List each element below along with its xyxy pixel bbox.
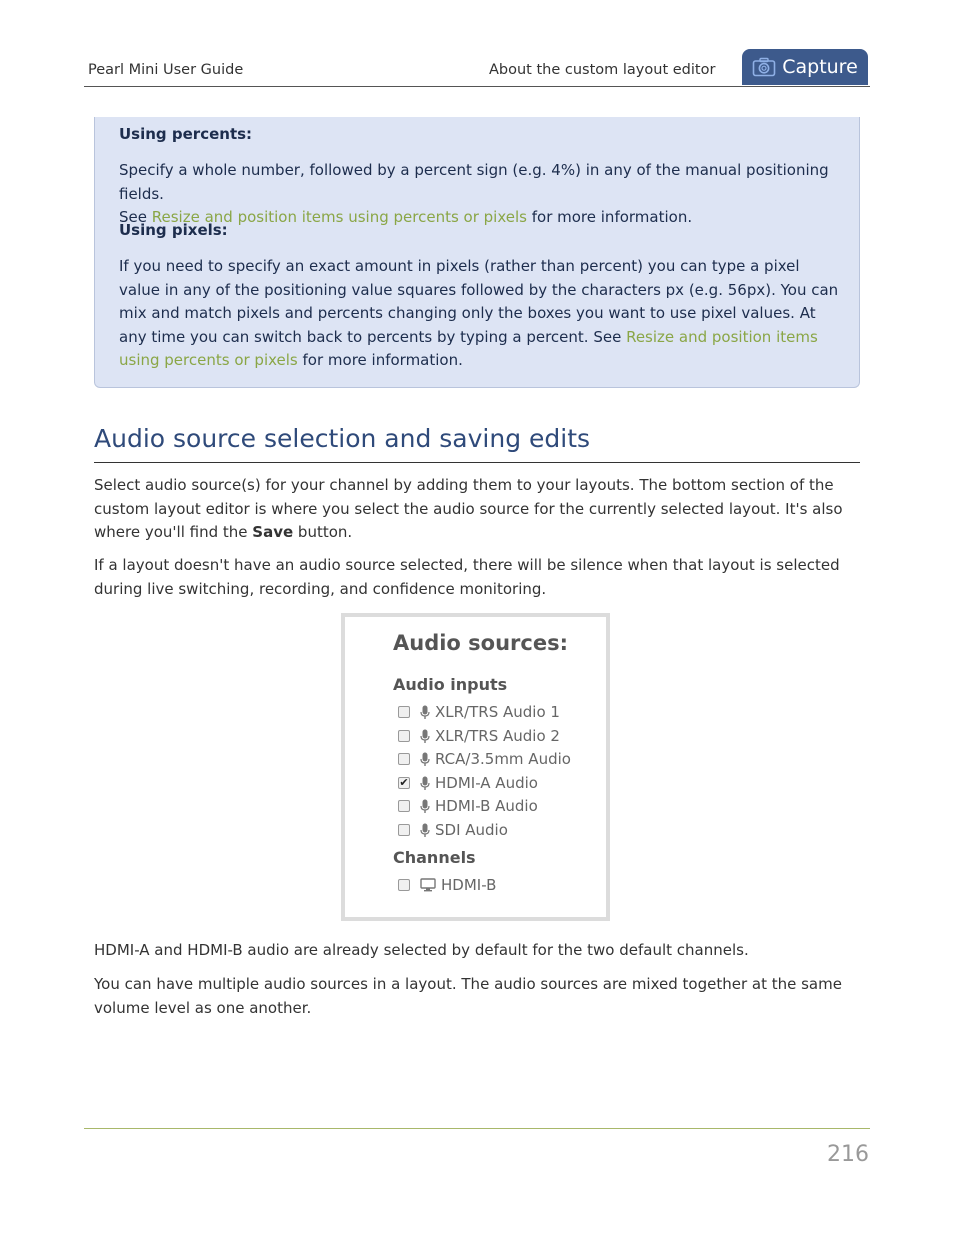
pixel-text: If you need to specify an exact amount in pixels (rather than percent) you can type a pixel value in any of the positioning value squares followed by the characters px (e.g. 56px). You can mix and match pixels and percents changing only the boxes you want to use pixel values. At any time you can switch back to percents by typing a percent. See xyxy=(119,257,839,346)
intro-paragraph xyxy=(94,474,860,545)
audio-sources-screenshot xyxy=(341,613,610,921)
page-number: 216 xyxy=(827,1142,869,1167)
pixel-link[interactable]: Resize and position items using percents or pixels xyxy=(119,327,818,369)
audio-input-item[interactable] xyxy=(398,821,508,839)
capture-tab[interactable] xyxy=(742,49,868,85)
checkbox[interactable] xyxy=(398,824,410,836)
silence-paragraph: If a layout doesn't have an audio source selected, there will be silence when that layout is selected during live switching, recording, and confidence monitoring. xyxy=(94,556,840,598)
checkbox-checked[interactable]: ✔ xyxy=(399,776,409,789)
checkbox[interactable] xyxy=(398,753,410,765)
checkbox[interactable] xyxy=(398,800,410,812)
microphone-icon xyxy=(420,752,430,767)
channel-item[interactable] xyxy=(398,876,496,894)
percent-paragraph xyxy=(119,159,839,230)
audio-input-label: HDMI-A Audio xyxy=(435,774,538,792)
audio-input-item[interactable] xyxy=(398,703,560,721)
guide-title: Pearl Mini User Guide xyxy=(88,62,244,78)
microphone-icon xyxy=(420,776,430,791)
defaults-paragraph: HDMI-A and HDMI-B audio are already selected by default for the two default channels. xyxy=(94,941,749,959)
audio-input-label: RCA/3.5mm Audio xyxy=(435,750,571,768)
save-keyword: Save xyxy=(252,523,294,541)
header-section-title: About the custom layout editor xyxy=(489,62,716,78)
audio-sources-title: Audio sources: xyxy=(393,631,568,655)
section-divider xyxy=(94,462,860,463)
header-divider xyxy=(84,86,870,87)
audio-input-label: HDMI-B Audio xyxy=(435,797,538,815)
audio-input-item[interactable] xyxy=(398,774,538,792)
channel-label: HDMI-B xyxy=(441,876,497,894)
footer-divider xyxy=(84,1128,870,1129)
microphone-icon xyxy=(420,705,430,720)
percent-after: for more information. xyxy=(526,208,693,226)
percent-link[interactable]: Resize and position items using percents or pixels xyxy=(151,208,527,226)
intro-after: button. xyxy=(293,523,353,541)
percent-text: Specify a whole number, followed by a percent sign (e.g. 4%) in any of the manual positioning fields. xyxy=(119,161,829,203)
mixing-paragraph: You can have multiple audio sources in a layout. The audio sources are mixed together at the same volume level as one another. xyxy=(94,975,842,1017)
percent-see: See xyxy=(119,208,152,226)
checkbox[interactable] xyxy=(398,730,410,742)
microphone-icon xyxy=(420,799,430,814)
audio-input-item[interactable] xyxy=(398,750,571,768)
microphone-icon xyxy=(420,729,430,744)
audio-input-item[interactable] xyxy=(398,727,560,745)
camera-icon xyxy=(752,57,776,77)
audio-input-label: XLR/TRS Audio 1 xyxy=(435,703,560,721)
intro-text: Select audio source(s) for your channel by adding them to your layouts. The bottom section of the custom layout editor is where you select the audio source for the currently selected layout. It's also where you'll find the xyxy=(94,476,843,541)
note-box xyxy=(94,117,860,388)
microphone-icon xyxy=(420,823,430,838)
audio-inputs-heading: Audio inputs xyxy=(393,675,508,694)
monitor-icon xyxy=(420,878,436,892)
checkbox[interactable] xyxy=(398,879,410,891)
pixel-after: for more information. xyxy=(297,351,463,369)
pixel-paragraph xyxy=(119,255,839,373)
pixel-heading: Using pixels: xyxy=(119,221,228,239)
section-title: Audio source selection and saving edits xyxy=(94,424,591,453)
capture-tab-label: Capture xyxy=(782,56,858,78)
audio-input-label: SDI Audio xyxy=(435,821,508,839)
percent-heading: Using percents: xyxy=(119,125,253,143)
audio-input-item[interactable] xyxy=(398,797,538,815)
checkbox[interactable] xyxy=(398,706,410,718)
channels-heading: Channels xyxy=(393,848,476,867)
audio-input-label: XLR/TRS Audio 2 xyxy=(435,727,560,745)
